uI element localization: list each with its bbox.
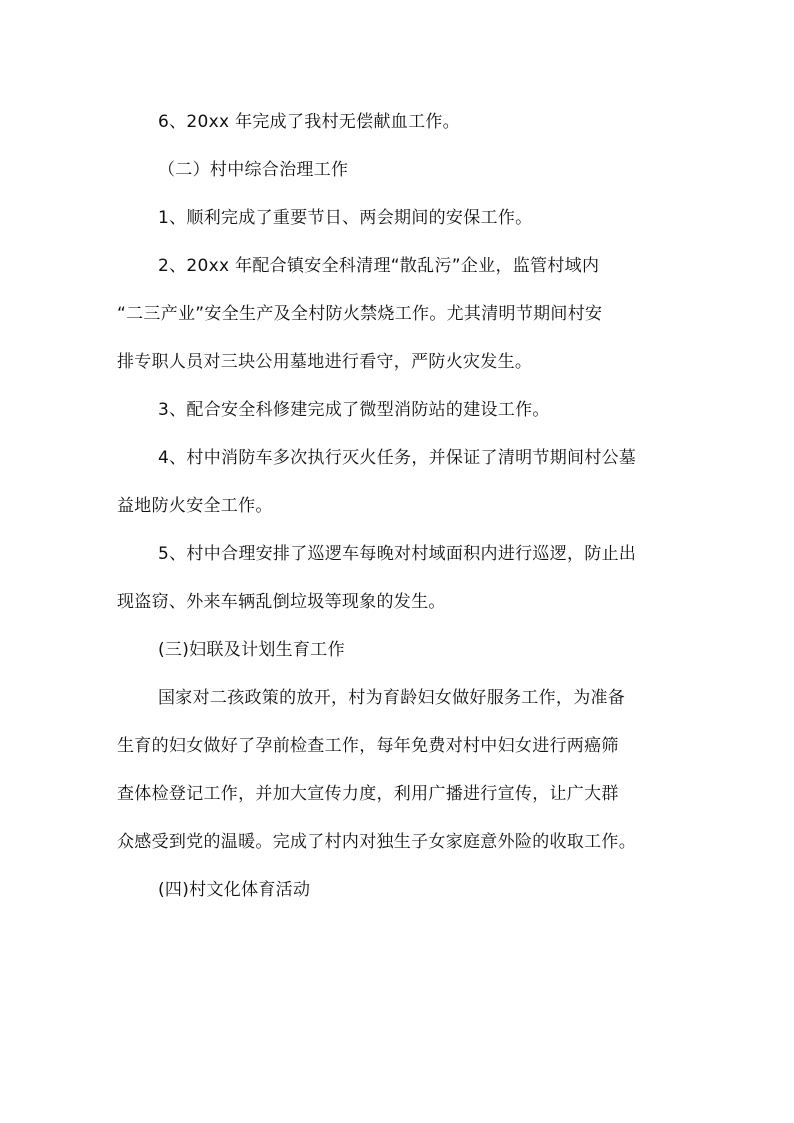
paragraph-line: 3、配合安全科修建完成了微型消防站的建设工作。: [158, 400, 550, 420]
paragraph-line: 现盗窃、外来车辆乱倒垃圾等现象的发生。: [117, 592, 446, 612]
paragraph-line: 国家对二孩政策的放开，村为育龄妇女做好服务工作，为准备: [158, 688, 626, 708]
paragraph-line: 查体检登记工作，并加大宣传力度，利用广播进行宣传，让广大群: [117, 784, 619, 804]
section-heading: (四)村文化体育活动: [158, 880, 311, 900]
paragraph-line: 1、顺利完成了重要节日、两会期间的安保工作。: [158, 208, 533, 228]
paragraph-line: 益地防火安全工作。: [117, 496, 273, 516]
paragraph-line: “二三产业”安全生产及全村防火禁烧工作。尤其清明节期间村安: [117, 304, 603, 324]
paragraph-line: 5、村中合理安排了巡逻车每晚对村域面积内进行巡逻，防止出: [158, 544, 637, 564]
paragraph-line: 众感受到党的温暖。完成了村内对独生子女家庭意外险的收取工作。: [117, 832, 636, 852]
paragraph-line: 排专职人员对三块公用墓地进行看守，严防火灾发生。: [117, 352, 533, 372]
paragraph-line: 生育的妇女做好了孕前检查工作，每年免费对村中妇女进行两癌筛: [117, 736, 619, 756]
paragraph-line: 4、村中消防车多次执行灭火任务，并保证了清明节期间村公墓: [158, 448, 637, 468]
section-heading: （二）村中综合治理工作: [158, 160, 349, 180]
paragraph-line: 2、20xx 年配合镇安全科清理“散乱污”企业，监管村域内: [158, 256, 600, 276]
paragraph-line: 6、20xx 年完成了我村无偿献血工作。: [158, 112, 460, 132]
section-heading: (三)妇联及计划生育工作: [158, 640, 345, 660]
